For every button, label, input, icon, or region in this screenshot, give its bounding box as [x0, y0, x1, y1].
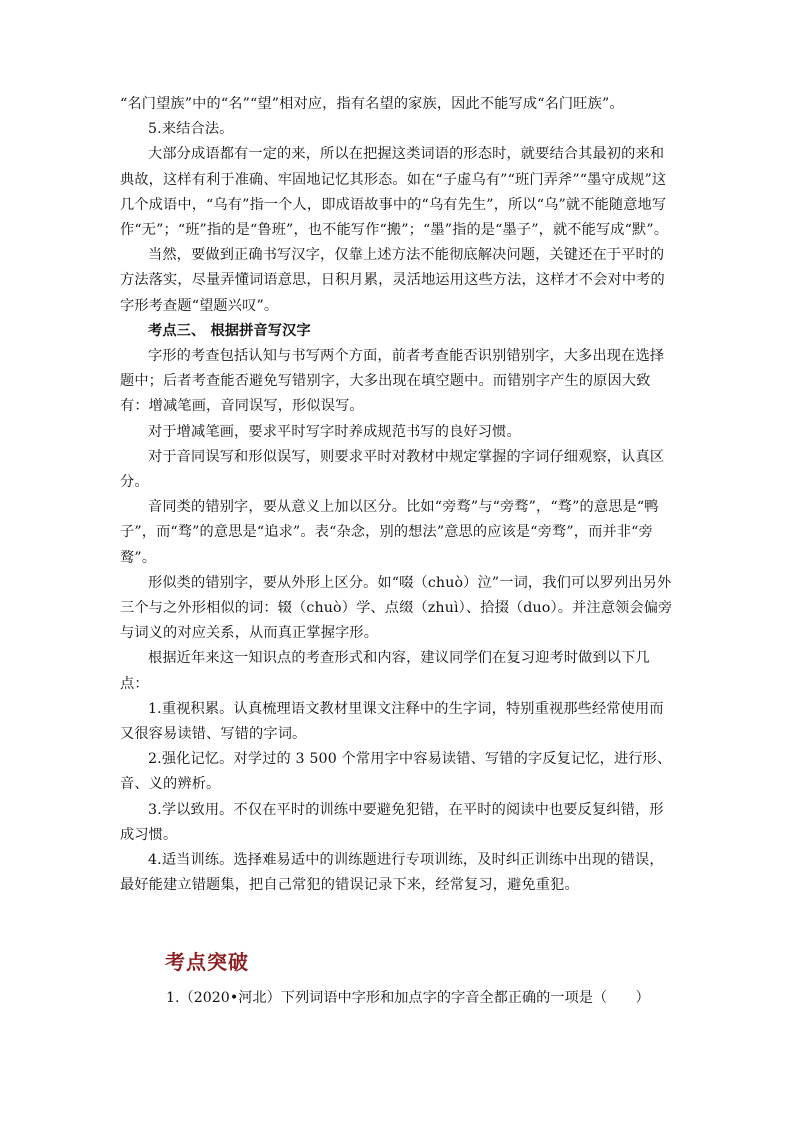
paragraph-homophone-shape: 对于音同误写和形似误写，则要求平时对教材中规定掌握的字词仔细观察，认真区分。 [120, 448, 665, 491]
paragraph-conclusion: 当然，要做到正确书写汉字，仅靠上述方法不能彻底解决问题，关键还在于平时的方法落实，尽量弄懂词语意思，日积月累，灵活地运用这些方法，这样才不会对中考的字形考查题“望题兴叹”。 [120, 247, 665, 314]
paragraph-continuation: “名门望族”中的“名”“望”相对应，指有名望的家族，因此不能写成“名门旺族”。 [120, 96, 624, 112]
advice-item-1: 1.重视积累。认真梳理语文教材里课文注释中的生字词，特别重视那些经常使用而又很容易读错、写错的字词。 [120, 700, 664, 743]
advice-item-2: 2.强化记忆。对学过的 3 500 个常用字中容易读错、写错的字反复记忆，进行形、音、义的辨析。 [120, 751, 672, 793]
paragraph-glyph-test: 字形的考查包括认知与书写两个方面，前者考查能否识别错别字，大多出现在选择题中；后者考查能否避免写错别字，大多出现在填空题中。而错别字产生的原因大致有：增减笔画，音同误写，形似误写。 [120, 348, 665, 415]
paragraph-advice-intro: 根据近年来这一知识点的考查形式和内容，建议同学们在复习迎考时做到以下几点： [120, 650, 650, 692]
question-1: 1.（2020•河北）下列词语中字形和加点字的字音全都正确的一项是（ ） [166, 990, 650, 1006]
body-text [120, 92, 675, 899]
paragraph-homophone-examples: 音同类的错别字，要从意义上加以区分。比如“旁骛”与“旁骛”，“骛”的意思是“鸭子”，而“骛”的意思是“追求”。表“杂念，别的想法”意思的应该是“旁骛”，而并非“旁鹜”。 [120, 499, 659, 566]
paragraph-stroke-errors: 对于增减笔画，要求平时写字时养成规范书写的良好习惯。 [148, 423, 521, 440]
paragraph-origin-method: 大部分成语都有一定的来，所以在把握这类词语的形态时，就要结合其最初的来和典故，这样有利于准确、牢固地记忆其形态。如在“子虚乌有”“班门弄斧”“墨守成规”这几个成语中，“乌有”指一个人，即成语故事中的“乌有先生”，所以“乌”就不能随意地写作“无”；“班”指的是“鲁班”，也不能写作“搬”；“墨”指的是“墨子”，就不能写成“默”。 [120, 146, 669, 239]
paragraph-shape-examples: 形似类的错别字，要从外形上区分。如“啜（chuò）泣”一词，我们可以罗列出另外三个与之外形相似的词：辍（chuò）学、点缀（zhuì）、拾掇（duo）。并注意领会偏旁与词义的对应关系，从而真正掌握字形。 [120, 574, 673, 642]
advice-item-4: 4.适当训练。选择难易适中的训练题进行专项训练，及时纠正训练中出现的错误，最好能建立错题集，把自己常犯的错误记录下来，经常复习，避免重犯。 [120, 852, 664, 894]
topic-3-heading: 考点三、 根据拼音写汉字 [148, 322, 311, 339]
section-title: 考点突破 [165, 950, 249, 974]
advice-item-3: 3.学以致用。不仅在平时的训练中要避免犯错，在平时的阅读中也要反复纠错，形成习惯。 [120, 801, 664, 843]
method-5-heading: 5.来结合法。 [148, 121, 234, 138]
